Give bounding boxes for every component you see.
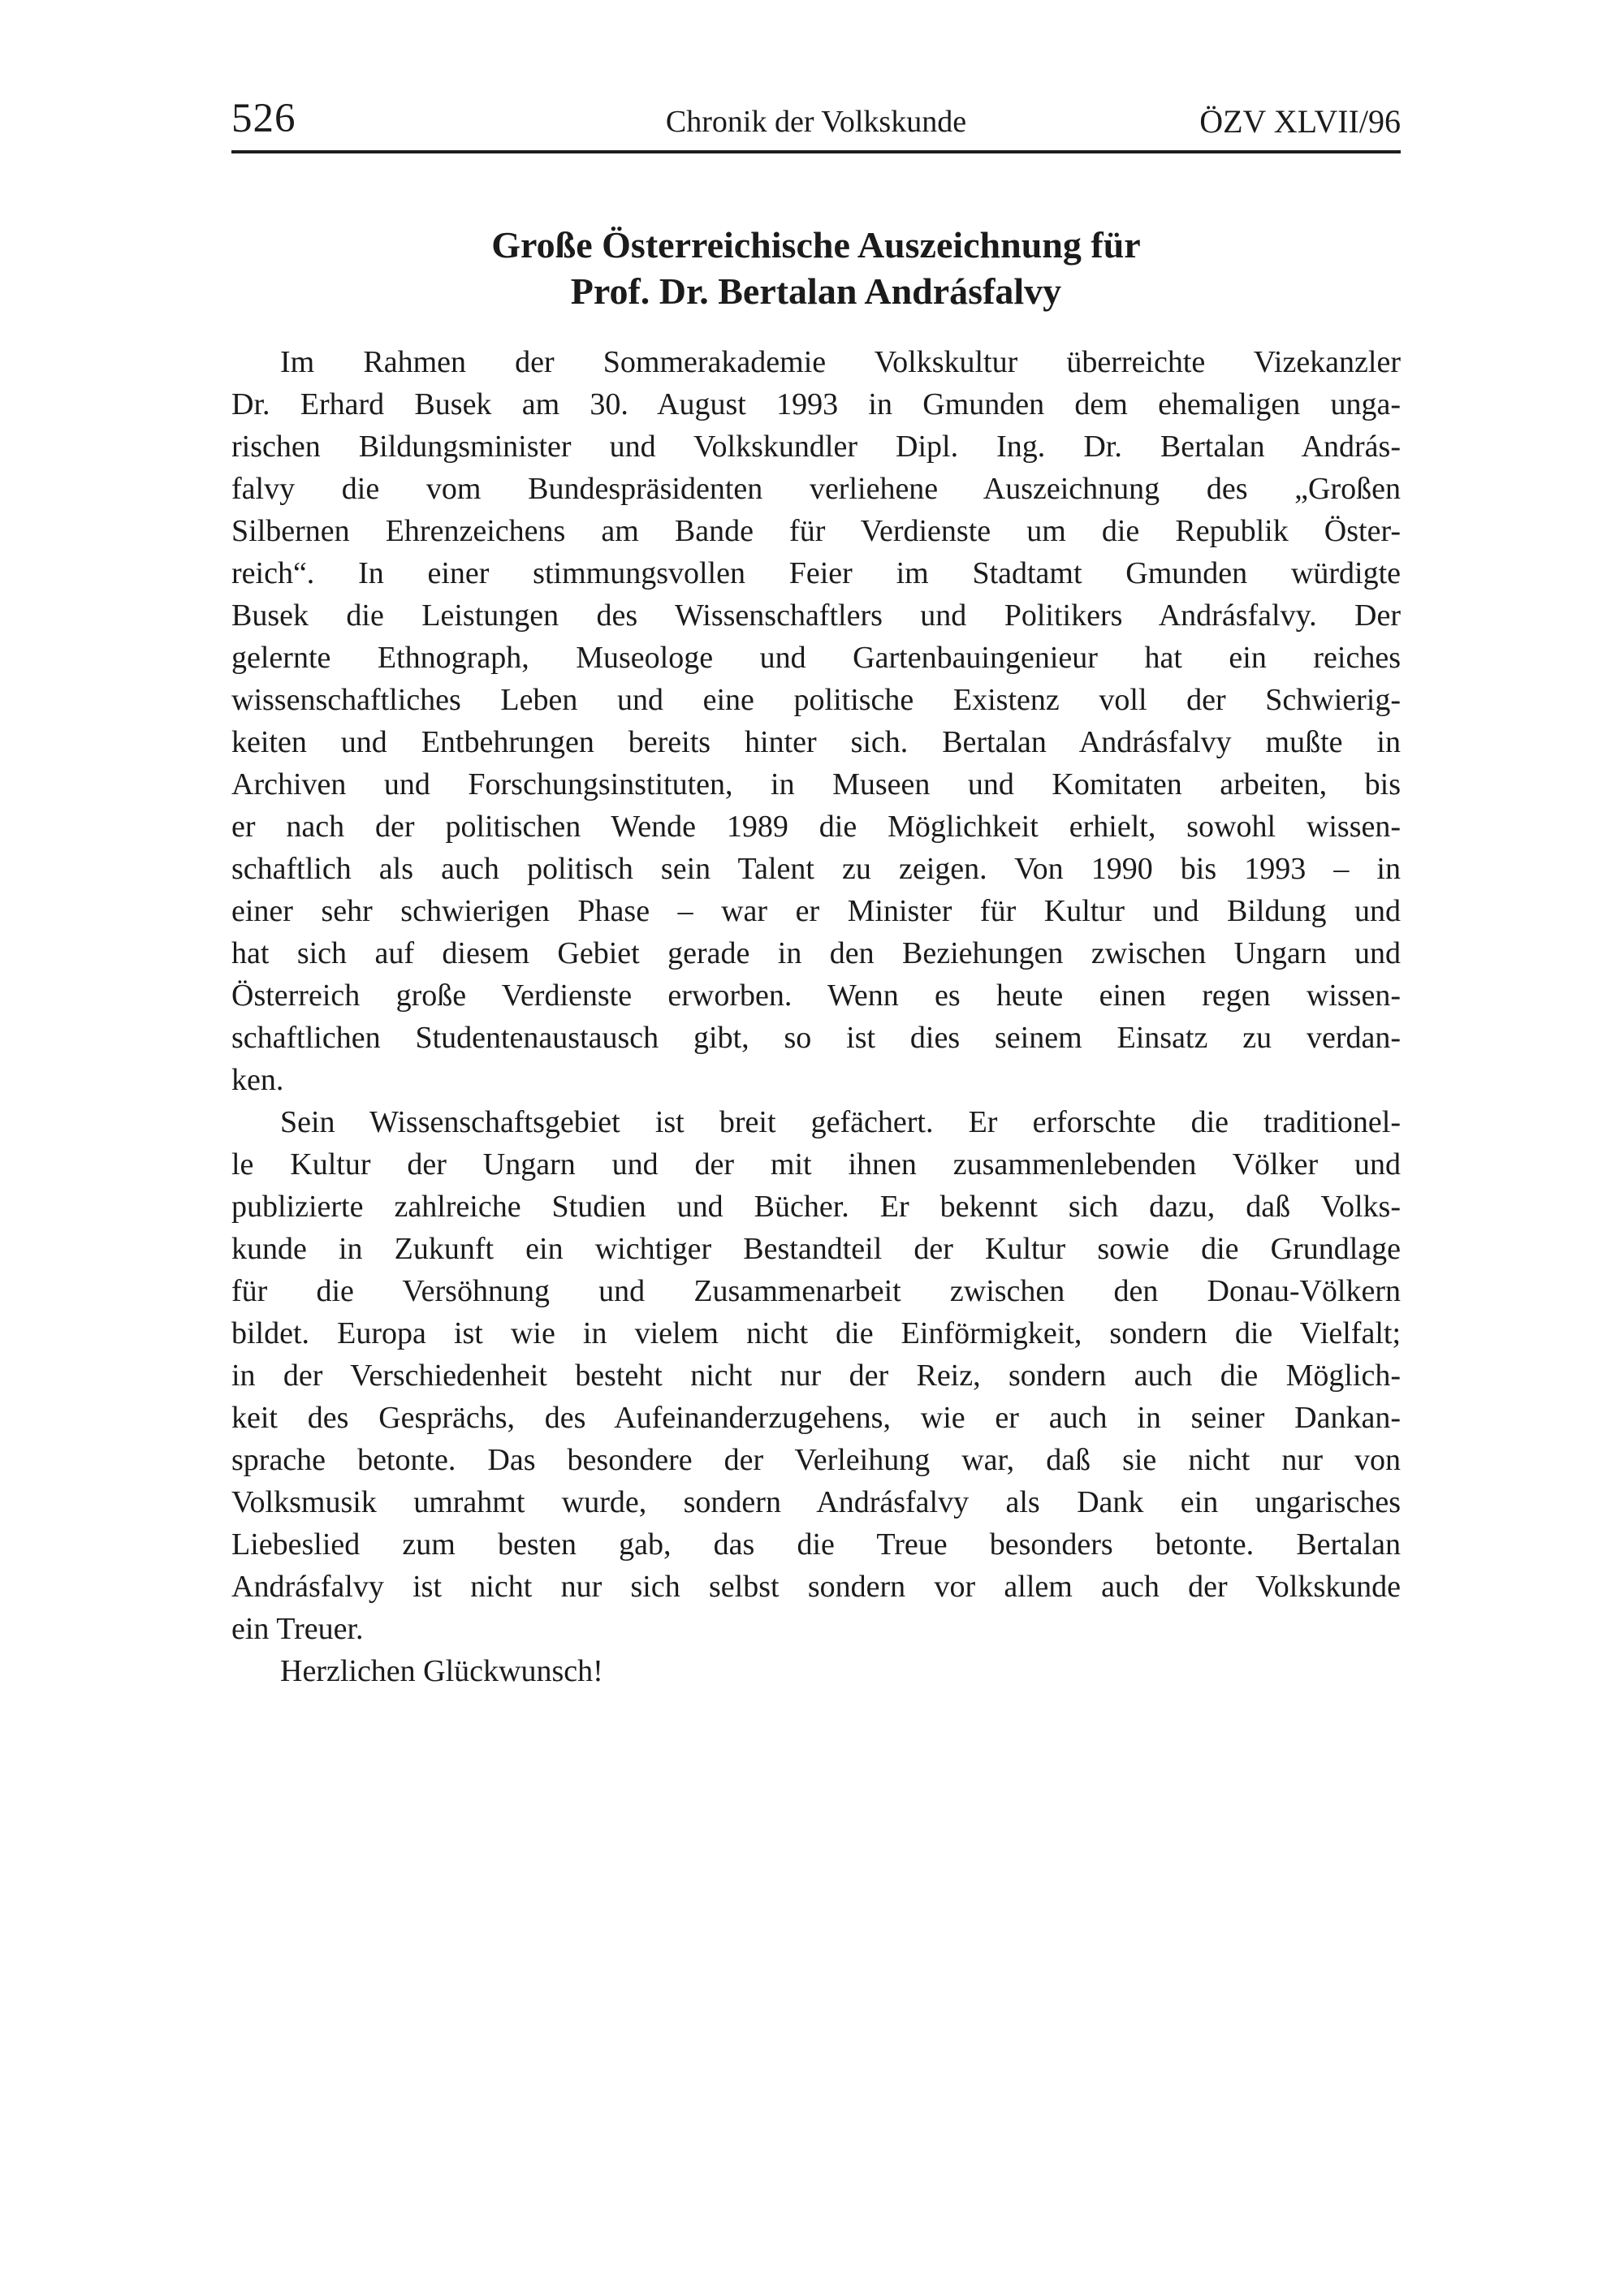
text-line: in der Verschiedenheit besteht nicht nur der Reiz, sondern auch die Möglich- (231, 1359, 1401, 1393)
text-line: Österreich große Verdienste erworben. Wenn es heute einen regen wissen- (231, 979, 1401, 1013)
text-line: Busek die Leistungen des Wissenschaftlers und Politikers Andrásfalvy. Der (231, 598, 1401, 633)
article-body (231, 341, 1401, 1692)
text-line: gelernte Ethnograph, Museologe und Gartenbauingenieur hat ein reiches (231, 641, 1401, 675)
text-line: Sein Wissenschaftsgebiet ist breit gefächert. Er erforschte die traditionel- (280, 1105, 1401, 1139)
text-line: er nach der politischen Wende 1989 die Möglichkeit erhielt, sowohl wissen- (231, 810, 1401, 844)
text-line: keit des Gesprächs, des Aufeinanderzugehens, wie er auch in seiner Dankan- (231, 1401, 1401, 1435)
text-line: sprache betonte. Das besondere der Verleihung war, daß sie nicht nur von (231, 1443, 1401, 1477)
text-line: Dr. Erhard Busek am 30. August 1993 in Gmunden dem ehemaligen unga- (231, 387, 1401, 421)
text-line: ein Treuer. (231, 1612, 364, 1646)
text-line: Silbernen Ehrenzeichens am Bande für Verdienste um die Republik Öster- (231, 514, 1401, 548)
article-title-line-1: Große Österreichische Auszeichnung für (491, 223, 1141, 266)
text-line: Volksmusik umrahmt wurde, sondern Andrásfalvy als Dank ein ungarisches (231, 1485, 1401, 1519)
article-title-line-2: Prof. Dr. Bertalan Andrásfalvy (570, 270, 1062, 312)
paragraph-3 (231, 1650, 1401, 1692)
text-line: publizierte zahlreiche Studien und Bücher. Er bekennt sich dazu, daß Volks- (231, 1190, 1401, 1224)
issue-label: ÖZV XLVII/96 (1199, 103, 1401, 140)
text-line: wissenschaftliches Leben und eine politische Existenz voll der Schwierig- (231, 683, 1401, 717)
text-line: schaftlichen Studentenaustausch gibt, so ist dies seinem Einsatz zu verdan- (231, 1021, 1401, 1055)
text-line: hat sich auf diesem Gebiet gerade in den Beziehungen zwischen Ungarn und (231, 936, 1401, 970)
text-line: bildet. Europa ist wie in vielem nicht die Einförmigkeit, sondern die Vielfalt; (231, 1316, 1401, 1350)
text-line: Im Rahmen der Sommerakademie Volkskultur überreichte Vizekanzler (280, 345, 1401, 379)
text-line: schaftlich als auch politisch sein Talent zu zeigen. Von 1990 bis 1993 – in (231, 852, 1401, 886)
text-line: Herzlichen Glückwunsch! (280, 1654, 603, 1688)
running-title: Chronik der Volkskunde (665, 105, 967, 139)
text-line: kunde in Zukunft ein wichtiger Bestandteil der Kultur sowie die Grundlage (231, 1232, 1401, 1266)
page-number: 526 (231, 96, 296, 141)
paragraph-1 (231, 341, 1401, 1101)
text-line: Andrásfalvy ist nicht nur sich selbst sondern vor allem auch der Volkskunde (231, 1570, 1401, 1604)
text-line: Archiven und Forschungsinstituten, in Museen und Komitaten arbeiten, bis (231, 767, 1401, 801)
text-line: le Kultur der Ungarn und der mit ihnen zusammenlebenden Völker und (231, 1147, 1401, 1182)
running-head (231, 91, 1401, 140)
text-line: falvy die vom Bundespräsidenten verliehene Auszeichnung des „Großen (231, 472, 1401, 506)
text-line: rischen Bildungsminister und Volkskundler Dipl. Ing. Dr. Bertalan András- (231, 430, 1401, 464)
text-line: einer sehr schwierigen Phase – war er Minister für Kultur und Bildung und (231, 894, 1401, 928)
text-line: Liebeslied zum besten gab, das die Treue besonders betonte. Bertalan (231, 1527, 1401, 1562)
paragraph-2 (231, 1101, 1401, 1650)
text-line: für die Versöhnung und Zusammenarbeit zwischen den Donau-Völkern (231, 1274, 1401, 1308)
text-line: reich“. In einer stimmungsvollen Feier im Stadtamt Gmunden würdigte (231, 556, 1401, 590)
header-rule (231, 150, 1401, 153)
text-line: ken. (231, 1063, 284, 1097)
text-line: keiten und Entbehrungen bereits hinter sich. Bertalan Andrásfalvy mußte in (231, 725, 1401, 759)
article-title (231, 222, 1401, 314)
